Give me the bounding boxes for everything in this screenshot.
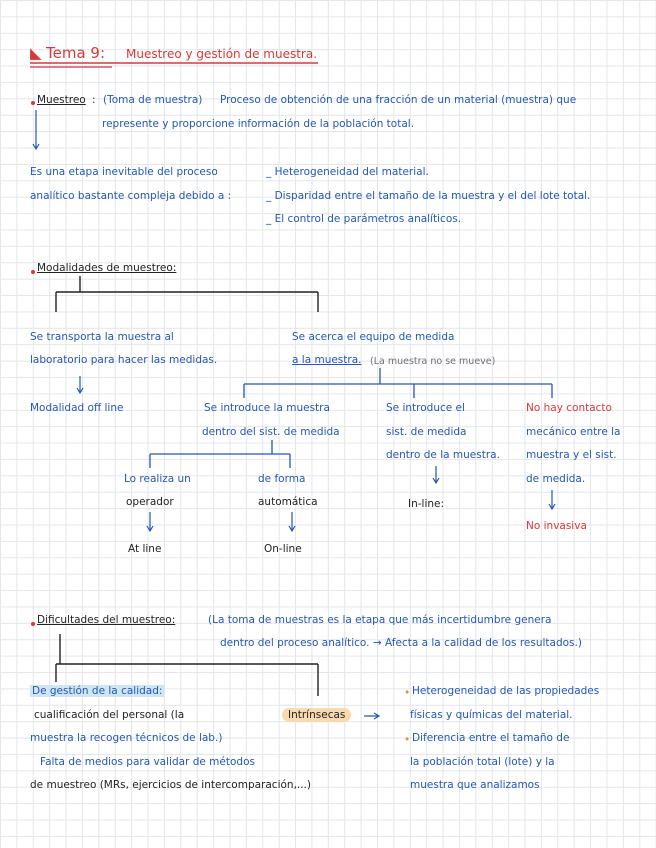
orange-bullet-icon: • [404,734,411,746]
intrinsecas-label: Intrínsecas [282,708,351,722]
intro-sist-2: sist. de medida [386,426,467,438]
muestreo-term: Muestreo [37,94,86,106]
operador-2: operador [126,496,174,508]
intro-muestra-1: Se introduce la muestra [204,402,330,414]
muestreo-colon: : [92,94,96,106]
gestion-item-1: cualificación del personal (la [34,709,185,721]
right-branch-2: a la muestra. [292,354,362,366]
intrinsecas-item-5: muestra que analizamos [410,779,540,791]
nohay-2: mecánico entre la [526,426,621,438]
page-title-prefix: Tema 9: [46,44,106,62]
bullet-icon [31,622,35,626]
intrinsecas-arrow [364,713,379,719]
page-title: Muestreo y gestión de muestra. [126,47,318,61]
bullet-icon [31,270,35,274]
bullet-icon [31,101,35,105]
operador-1: Lo realiza un [124,473,191,485]
intrinsecas-item-3: Diferencia entre el tamaño de [412,732,570,744]
noinvasiva: No invasiva [526,520,587,532]
right-tree [244,368,552,398]
right-branch-1: Se acerca el equipo de medida [292,331,455,343]
intrinsecas-badge [282,709,351,722]
etapa-item: _ Disparidad entre el tamaño de la muestra y el del lote total. [266,190,591,202]
auto-1: de forma [258,473,306,485]
title-marker-icon: ◣ [30,44,42,62]
offline-arrow [77,376,83,393]
inline-arrow [433,466,439,483]
nohay-4: de medida. [526,473,586,485]
muestreo-paren: (Toma de muestra) [103,94,203,106]
muestreo-def-1: Proceso de obtención de una fracción de un material (muestra) que [220,94,577,106]
atline-mode: At line [128,543,162,555]
gestion-item-3: Falta de medios para validar de métodos [40,756,255,768]
inline-mode: In-line: [408,498,445,510]
modalidades-heading: Modalidades de muestreo: [37,262,177,274]
etapa-line-1: Es una etapa inevitable del proceso [30,166,218,178]
gestion-heading [30,685,164,698]
auto-2: automática [258,496,318,508]
orange-bullet-icon: • [404,687,411,699]
dificultades-note-1: (La toma de muestras es la etapa que más incertidumbre genera [208,614,552,626]
muestreo-def-2: represente y proporcione información de la población total. [102,118,415,130]
intro-sist-1: Se introduce el [386,402,465,414]
gestion-item-4: de muestreo (MRs, ejercicios de intercomparación,...) [30,779,312,791]
intro-tree [150,440,290,468]
online-arrow [289,512,295,531]
gestion-heading-text: De gestión de la calidad: [32,685,163,697]
intrinsecas-item-2: físicas y químicas del material. [410,709,573,721]
dificultades-heading: Dificultades del muestreo: [37,614,176,626]
nohay-1: No hay contacto [526,402,612,414]
intro-sist-3: dentro de la muestra. [386,449,500,461]
atline-arrow [147,512,153,531]
online-mode: On-line [264,543,302,555]
etapa-line-2: analítico bastante compleja debido a : [30,190,232,202]
etapa-item: _ El control de parámetros analíticos. [266,213,462,225]
offline-mode: Modalidad off line [30,402,124,414]
muestreo-arrow [33,110,39,149]
left-branch-1: Se transporta la muestra al [30,331,174,343]
noinvasiva-arrow [549,490,555,509]
left-branch-2: laboratorio para hacer las medidas. [30,354,218,366]
etapa-item: _ Heterogeneidad del material. [266,166,429,178]
intro-muestra-2: dentro del sist. de medida [202,426,340,438]
right-branch-note: (La muestra no se mueve) [370,356,496,367]
dificultades-note-2: dentro del proceso analítico. → Afecta a la calidad de los resultados.) [220,637,582,649]
gestion-item-2: muestra la recogen técnicos de lab.) [30,732,223,744]
nohay-3: muestra y el sist. [526,449,617,461]
intrinsecas-item-1: Heterogeneidad de las propiedades [412,685,600,697]
intrinsecas-item-4: la población total (lote) y la [410,756,555,768]
modalidades-tree [56,276,318,312]
